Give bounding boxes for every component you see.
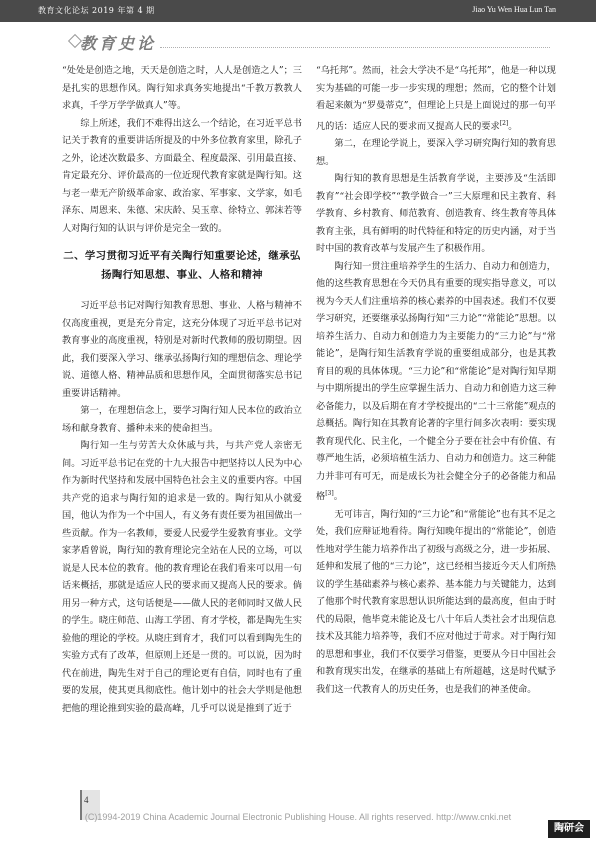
running-header [0,0,596,22]
paragraph-text: “乌托邦”。然而，社会大学决不是“乌托邦”，他是一种以现实为基础的可能一步一步实现的理想；然而，它的整个计划看起来颇为“罗曼蒂克”，但理论上只是上面说过的那一句平凡的话：适应人民的要求而又提高人民的要求 [316,65,556,132]
paragraph: 第二，在理论学说上，要深入学习研究陶行知的教育思想。 [316,138,556,167]
citation-ref[interactable]: [3] [325,490,334,498]
paragraph: 综上所述，我们不难得出这么一个结论，在习近平总书记关于教育的重要讲话所提及的中外多位教育家里，除孔子之外，论述次数最多、方面最全、程度最深、引用最直接、肯定最充分、评价最高的一位近现代教育家就是陶行知。这与老一辈无产阶级革命家、政治家、军事家、文学家，如毛泽东、周恩来、朱德、宋庆龄、吴玉章、徐特立、郭沫若等人对陶行知的认识与评价是完全一致的。 [62,117,302,234]
paragraph-end: 。 [333,491,343,503]
paragraph [316,62,556,135]
section-heading: 二、学习贯彻习近平有关陶行知重要论述，继承弘扬陶行知思想、事业、人格和精神 [63,250,301,281]
paragraph-text: 陶行知一贯注重培养学生的生活力、自动力和创造力，他的这些教育思想在今天仍具有重要的现实指导意义，可以视为今天人们注重培养的核心素养的中国表述。我们不仅要学习研究，还要继承弘扬陶行知“三力论”“常能论”思想。以培养生活力、自动力和创造力为主要能力的“三力论”与“常能论”，是陶行知生活教育学说的重要组成部分，也是其教育目的观的具体体现。“三力论”和“常能论”是对陶行知早期与中期所提出的学生应掌握生活力、自动力和创造力这三种必备能力，以及后期在育才学校提出的“二十三常能”观点的总概括。陶行知在其教育论著的字里行间多次表明：要实现教育现代化、民主化，一个健全分子要在社会中有价值、有尊严地生活，必须培植生活力、自动力和创造力。这三种能力并非可有可无，而是成长为社会健全分子的必备能力和品格 [316,260,556,503]
journal-issue-label: 教育文化论坛 2019 年第 4 期 [38,6,155,15]
paragraph: 第一，在理想信念上，要学习陶行知人民本位的政治立场和献身教育、播种未来的使命担当。 [62,405,302,434]
banner-divider [160,47,550,48]
section-title: 教育史论 [80,34,157,53]
page-number: 4 [84,795,89,805]
paragraph: 习近平总书记对陶行知教育思想、事业、人格与精神不仅高度重视，更是充分肯定，这充分体现了习近平总书记对教育事业的高度重视，特别是对新时代教师的殷切期望。因此，我们要深入学习、继承弘扬陶行知的理想信念、理论学说、道德人格、精神品质和思想作风，全面贯彻落实总书记重要讲话精神。 [62,300,302,399]
journal-pinyin-title: Jiao Yu Wen Hua Lun Tan [472,5,556,14]
paragraph: 无可讳言，陶行知的“三力论”和“常能论”也有其不足之处，我们应辩证地看待。陶行知晚年提出的“常能论”，创造性地对学生能力培养作出了初级与高级之分，进一步拓展、延伸和发展了他的“三力论”，这已经相当接近今天人们所热议的学生基础素养与核心素养、基本能力与关键能力，达到了他那个时代教育家思想认识所能达到的最高度，但由于时代的局限，他毕竟未能论及七八十年后人类社会才出现信息技术及其能力培养等，我们不应对他过于苛求。对于陶行知的思想和事业，我们不仅要学习借鉴，更要从今日中国社会和教育现实出发，在继承的基础上有所超越，这是时代赋予我们这一代教育人的历史任务，也是我们的神圣使命。 [316,508,556,695]
publisher-stamp: 陶研会 [548,820,590,838]
paragraph: “处处是创造之地，天天是创造之时，人人是创造之人”；三是扎实的思想作风。陶行知求真务实地提出“千教万教教人求真，千学万学学做真人”等。 [62,65,302,111]
paragraph: 陶行知的教育思想是生活教育学说，主要涉及“生活即教育”“社会即学校”“教学做合一”三大原理和民主教育、科学教育、乡村教育、师范教育、创造教育、终生教育等具体教育主张，具有鲜明的时代特征和特定的历史内涵，对于当时中国的教育改革与发展产生了积极作用。 [316,173,556,255]
section-banner [70,30,550,52]
left-column [62,62,302,717]
right-column [316,62,556,698]
paragraph: 陶行知一生与劳苦大众休戚与共，与共产党人亲密无间。习近平总书记在党的十九大报告中把坚持以人民为中心作为新时代坚持和发展中国特色社会主义的重要内容。中国共产党的追求与陶行知的追求是一致的。陶行知从小就爱国，他认为作为一个中国人，有义务有责任要为祖国做出一些贡献。作为一名教师，要爱人民爱学生爱教育事业。文学家茅盾曾说，陶行知的教育理论完全站在人民的立场，可以说是人民本位的教育。他的教育理论在我们看来可以用一句话来概括，那就是适应人民的要求而又提高人民的要求。倘用另一种方式，这句话便是——做人民的老师同时又做人民的学生。晓庄师范、山海工学团、育才学校，都是陶先生实验他的理论的学校。从晓庄到育才，我们可以看到陶先生的实验方式有了改革，但原则上还是一贯的。可以说，因为时代在前进，陶先生对于自己的理论更有自信，同时也有了重要的发展，使其更具彻底性。他计划中的社会大学则是他想把他的理论推到实验的最高峰，几乎可以说是推到了近于 [62,440,302,714]
copyright-footer: (C)1994-2019 China Academic Journal Electronic Publishing House. All rights reserved. http://www.cnki.net [84,812,512,822]
paragraph-end: 。 [508,120,518,132]
paragraph [316,258,556,506]
citation-ref[interactable]: [2] [499,119,509,127]
